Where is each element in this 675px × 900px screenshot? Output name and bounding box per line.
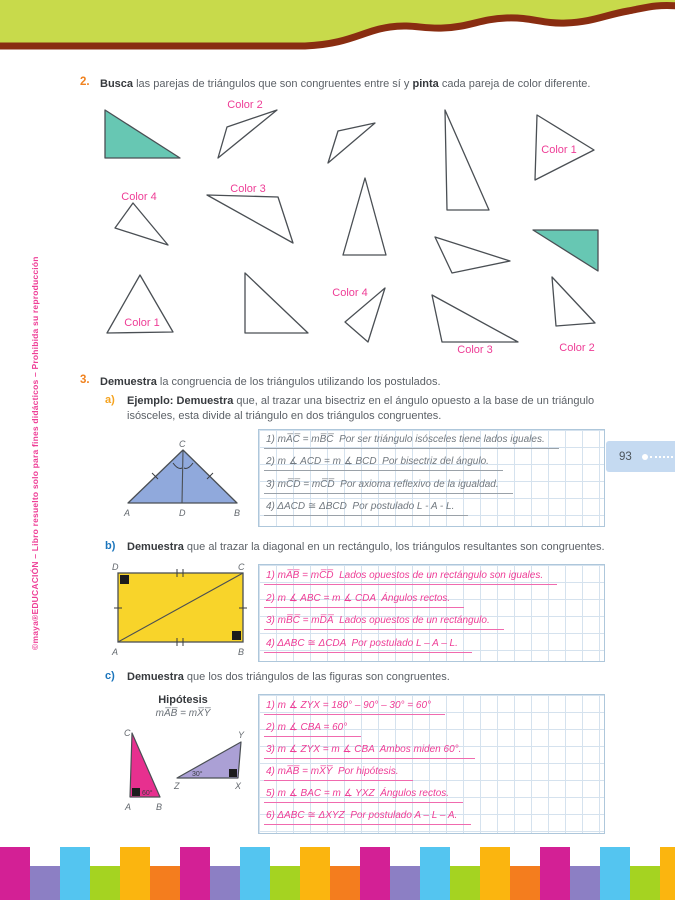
vertex-label-A: A [112,647,119,657]
footer-block [240,847,270,900]
triangle-sliver [328,123,375,163]
exercise-2-text-2: cada pareja de color diferente. [438,78,591,90]
proof-c-line-4: 4) mA̅B̅ = mX̅Y̅ Por hipótesis. [264,766,413,781]
figure-two-right-triangles [95,726,255,818]
footer-block [0,847,30,900]
page-number: 93 [619,450,632,463]
proof-b-line-3: 3) mB̅C̅ = mD̅A̅ Lados opuestos de un rectángulo. [264,615,504,630]
vertex-label-C: C [124,728,131,738]
footer-block [270,866,300,900]
exercise-3-bold: Demuestra [100,376,157,388]
proof-box-b [258,564,605,662]
angle-label-30: 30° [192,771,203,778]
color-label: Color 2 [559,342,595,354]
vertex-label-B: B [238,647,245,657]
triangle-color3-1 [207,195,293,243]
triangle-right-2 [245,273,308,333]
exercise-3-number: 3. [80,374,90,386]
item-a-marker: a) [105,394,115,406]
angle-label-60: 60° [142,790,153,797]
proof-c-line-1: 1) m ∡ ZYX = 180° – 90° – 30° = 60° [264,700,445,715]
proof-b-line-1: 1) mA̅B̅ = mC̅D̅ Lados opuestos de un rectángulo son iguales. [264,570,557,585]
vertex-label-B: B [234,508,241,518]
hypothesis-title: Hipótesis [158,694,208,706]
tab-dot [642,454,648,460]
figure-isosceles-triangle [105,437,255,522]
proof-c-line-3: 3) m ∡ ZYX = m ∡ CBA Ambos miden 60°. [264,744,475,759]
triangle-teal-2 [533,230,598,271]
color-label: Color 1 [541,144,577,156]
copyright-sidebar-text: ©maya®EDUCACIÓN – Libro resuelto solo para fines didácticos – Prohibida su reproducción [30,256,40,650]
footer-block [450,866,480,900]
proof-a-line-4: 4) ΔACD ≅ ΔBCD Por postulado L - A - L. [264,501,468,516]
footer-block [420,847,450,900]
footer-block [630,866,660,900]
right-angle-square-D [120,575,129,584]
item-a-body: que, al trazar una bisectriz en el ángulo opuesto a la base de un triángulo isósceles, esta divide al triángulo en dos triángulos congruentes. [127,395,595,422]
triangle-wide-flat [435,237,510,273]
right-angle-square-A [132,788,140,796]
footer-block [480,847,510,900]
footer-block [540,847,570,900]
proof-box-c [258,694,605,834]
color-label: Color 3 [457,344,493,356]
exercise-2-number: 2. [80,76,90,88]
proof-a-line-2: 2) m ∡ ACD = m ∡ BCD Por bisectriz del ángulo. [264,456,503,471]
vertex-label-A: A [125,802,132,812]
footer-block [510,866,540,900]
proof-a-line-1: 1) mA̅C̅ = mB̅C̅ Por ser triángulo isósceles tiene lados iguales. [264,434,559,449]
footer-block [90,866,120,900]
item-b-body: que al trazar la diagonal en un rectángulo, los triángulos resultantes son congruentes. [183,541,605,553]
footer-block [30,866,60,900]
exercise-3-text: la congruencia de los triángulos utilizando los postulados. [156,376,441,388]
exercise-2-bold-pinta: pinta [412,78,439,90]
proof-c-line-6: 6) ΔABC ≅ ΔXYZ Por postulado A – L – A. [264,810,471,825]
footer-block [660,847,675,900]
hypothesis-formula: mA̅B̅ = mX̅Y̅ [155,708,211,719]
triangle-color3-2 [432,295,518,342]
vertex-label-D: D [179,508,186,518]
item-a-text [127,394,607,424]
page-number-tab [606,441,675,472]
item-a-bold: Ejemplo: Demuestra [127,395,234,407]
proof-b-line-4: 4) ΔABC ≅ ΔCDA Por postulado L – A – L. [264,638,472,653]
triangle-tall-narrow [343,178,386,255]
footer-block [150,866,180,900]
right-angle-square-B [232,631,241,640]
footer-block [210,866,240,900]
vertex-label-Y: Y [238,730,245,740]
vertex-label-C: C [179,439,186,449]
footer-block [360,847,390,900]
vertex-label-B: B [156,802,163,812]
footer-block [60,847,90,900]
footer-block [390,866,420,900]
triangle-color2-1 [218,110,277,158]
pink-right-triangle [130,733,160,797]
footer-block [570,866,600,900]
vertex-label-X: X [235,781,242,791]
color-label: Color 3 [230,183,266,195]
footer-block [600,847,630,900]
item-b-marker: b) [105,540,116,552]
proof-c-line-5: 5) m ∡ BAC = m ∡ YXZ Ángulos rectos. [264,788,463,803]
vertex-label-D: D [112,562,119,572]
proof-a-line-3: 3) mC̅D̅ = mC̅D̅ Por axioma reflexivo de la igualdad. [264,479,513,494]
item-c-bold: Demuestra [127,671,184,683]
exercise-3-heading [100,375,620,390]
footer-decoration [0,847,675,900]
item-b-bold: Demuestra [127,541,184,553]
vertex-label-A: A [124,508,131,518]
proof-b-line-2: 2) m ∡ ABC = m ∡ CDA Ángulos rectos. [264,593,464,608]
item-c-body: que los dos triángulos de las figuras son congruentes. [183,671,450,683]
footer-block [330,866,360,900]
color-label: Color 4 [332,287,368,299]
triangle-teal-1 [105,110,180,158]
triangle-color2-2 [552,277,595,326]
triangle-color4-1 [115,203,168,245]
item-c-text [127,670,617,685]
vertex-label-C: C [238,562,245,572]
footer-block [180,847,210,900]
item-c-marker: c) [105,670,115,682]
exercise-2-text-1: las parejas de triángulos que son congruentes entre sí y [133,78,413,90]
color-label: Color 4 [121,191,157,203]
right-angle-square-X [229,769,237,777]
color-label: Color 1 [124,317,160,329]
item-b-text [127,540,617,555]
footer-block [120,847,150,900]
tab-dotted-leader [650,456,673,458]
exercise-2-bold-busca: Busca [100,78,134,90]
vertex-label-Z: Z [174,781,180,791]
triangle-matching-field [0,0,675,370]
color-label: Color 2 [227,99,263,111]
footer-block [300,847,330,900]
triangle-tall-right [445,110,489,210]
proof-box-a [258,429,605,527]
proof-c-line-2: 2) m ∡ CBA = 60° [264,722,361,737]
figure-rectangle-diagonal [100,560,252,658]
